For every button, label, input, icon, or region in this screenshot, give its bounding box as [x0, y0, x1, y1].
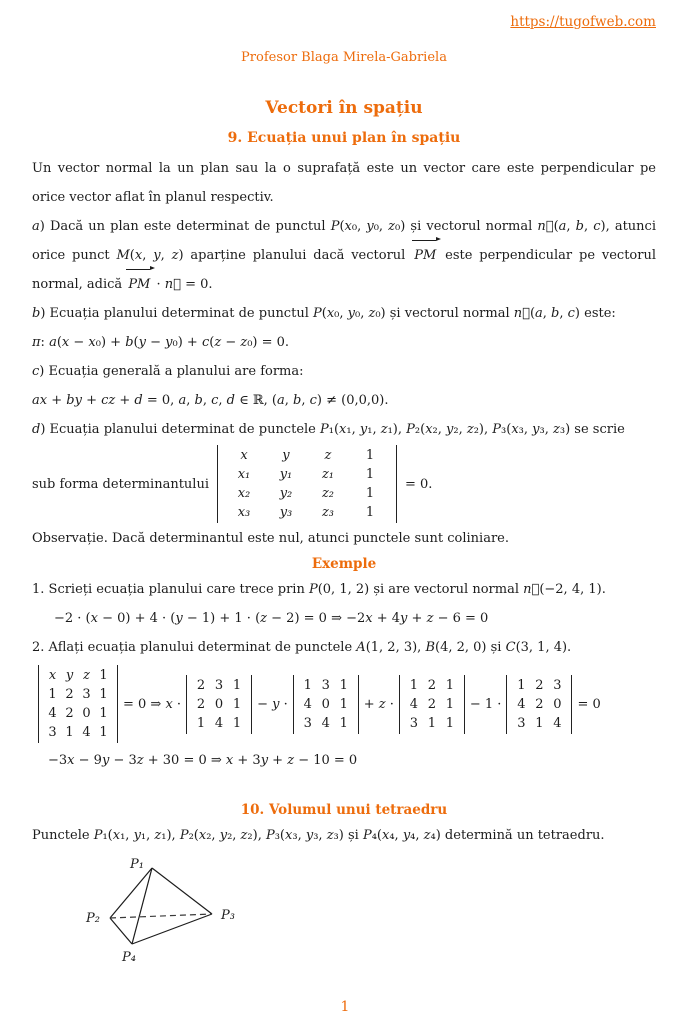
vertex-label-p3: P₃: [221, 908, 235, 923]
section-10-title: 10. Volumul unui tetraedru: [240, 802, 448, 818]
author-line: Profesor Blaga Mirela-Gabriela: [241, 50, 447, 65]
determinant-expansion: [38, 665, 656, 743]
det2-matrix-4x4: x y z 1 1 2 3 1 4 2 0 1 3 1 4 1: [38, 665, 118, 743]
det1-lead: sub forma determinantului: [32, 476, 209, 492]
paragraph-observation: Observație. Dacă determinantul este nul, atunci punctele sunt coliniare.: [32, 531, 509, 546]
det2-op1: − y ·: [257, 696, 288, 712]
det2-eq1: = 0 ⇒ x ·: [123, 696, 182, 712]
det2-op2: + z ·: [363, 696, 394, 712]
paragraph-d: d) Ecuația planului determinat de punctele P₁(x₁, y₁, z₁), P₂(x₂, y₂, z₂), P₃(x₃, y₃, z₃) se scrie: [32, 422, 625, 437]
site-link[interactable]: https://tugofweb.com: [510, 14, 656, 30]
page-number: 1: [340, 999, 350, 1015]
example-1-solution: −2 · (x − 0) + 4 · (y − 1) + 1 · (z − 2) = 0 ⇒ −2x + 4y + z − 6 = 0: [54, 611, 489, 626]
paragraph-a: a) Dacă un plan este determinat de punctul P(x₀, y₀, z₀) și vectorul normal n⃗(a, b, c), atunci orice punct M(x, y, z) aparține planului dacă vectorul PM este perpendicular pe vectorul normal, adică PM · n⃗ = 0.: [32, 212, 656, 299]
vertex-label-p1: P₁: [130, 857, 144, 872]
det2-minor-1: 1 2 3 4 2 0 3 1 4: [506, 675, 572, 734]
example-1: 1. Scrieți ecuația planului care trece prin P(0, 1, 2) și are vectorul normal n⃗(−2, 4, 1).: [32, 582, 606, 597]
formula-pi: π: a(x − x₀) + b(y − y₀) + c(z − z₀) = 0.: [32, 335, 290, 350]
examples-heading: Exemple: [311, 556, 377, 572]
determinant-display: [32, 445, 656, 523]
det2-minor-y: 1 3 1 4 0 1 3 4 1: [293, 675, 359, 734]
paragraph-c: c) Ecuația generală a planului are forma:: [32, 364, 304, 379]
det2-eq2: = 0: [577, 696, 601, 712]
paragraph-b: b) Ecuația planului determinat de punctul P(x₀, y₀, z₀) și vectorul normal n⃗(a, b, c) este:: [32, 306, 616, 321]
det2-minor-z: 1 2 1 4 2 1 3 1 1: [399, 675, 465, 734]
det2-minor-x: 2 3 1 2 0 1 1 4 1: [186, 675, 252, 734]
tetrahedron-svg: [78, 854, 288, 979]
header: [32, 12, 656, 33]
det1-tail: = 0.: [404, 476, 433, 492]
doc-title: Vectori în spațiu: [265, 98, 423, 118]
section-9-title: 9. Ecuația unui plan în spațiu: [227, 130, 461, 146]
example-2: 2. Aflați ecuația planului determinat de punctele A(1, 2, 3), B(4, 2, 0) și C(3, 1, 4).: [32, 640, 572, 655]
formula-general: ax + by + cz + d = 0, a, b, c, d ∈ ℝ, (a, b, c) ≠ (0,0,0).: [32, 393, 389, 408]
paragraph-tetrahedron: Punctele P₁(x₁, y₁, z₁), P₂(x₂, y₂, z₂), P₃(x₃, y₃, z₃) și P₄(x₄, y₄, z₄) determină un tetraedru.: [32, 828, 605, 843]
tetrahedron-figure: [78, 854, 656, 983]
det1-matrix: x y z 1 x₁ y₁ z₁ 1 x₂ y₂ z₂ 1 x₃ y₃ z₃ 1: [217, 445, 397, 523]
paragraph-intro: Un vector normal la un plan sau la o suprafață este un vector care este perpendicular pe orice vector aflat în planul respectiv.: [32, 161, 656, 205]
example-2-result: −3x − 9y − 3z + 30 = 0 ⇒ x + 3y + z − 10 = 0: [48, 753, 358, 768]
vertex-label-p4: P₄: [122, 950, 136, 965]
det2-op3: − 1 ·: [469, 696, 502, 712]
vertex-label-p2: P₂: [86, 911, 100, 926]
